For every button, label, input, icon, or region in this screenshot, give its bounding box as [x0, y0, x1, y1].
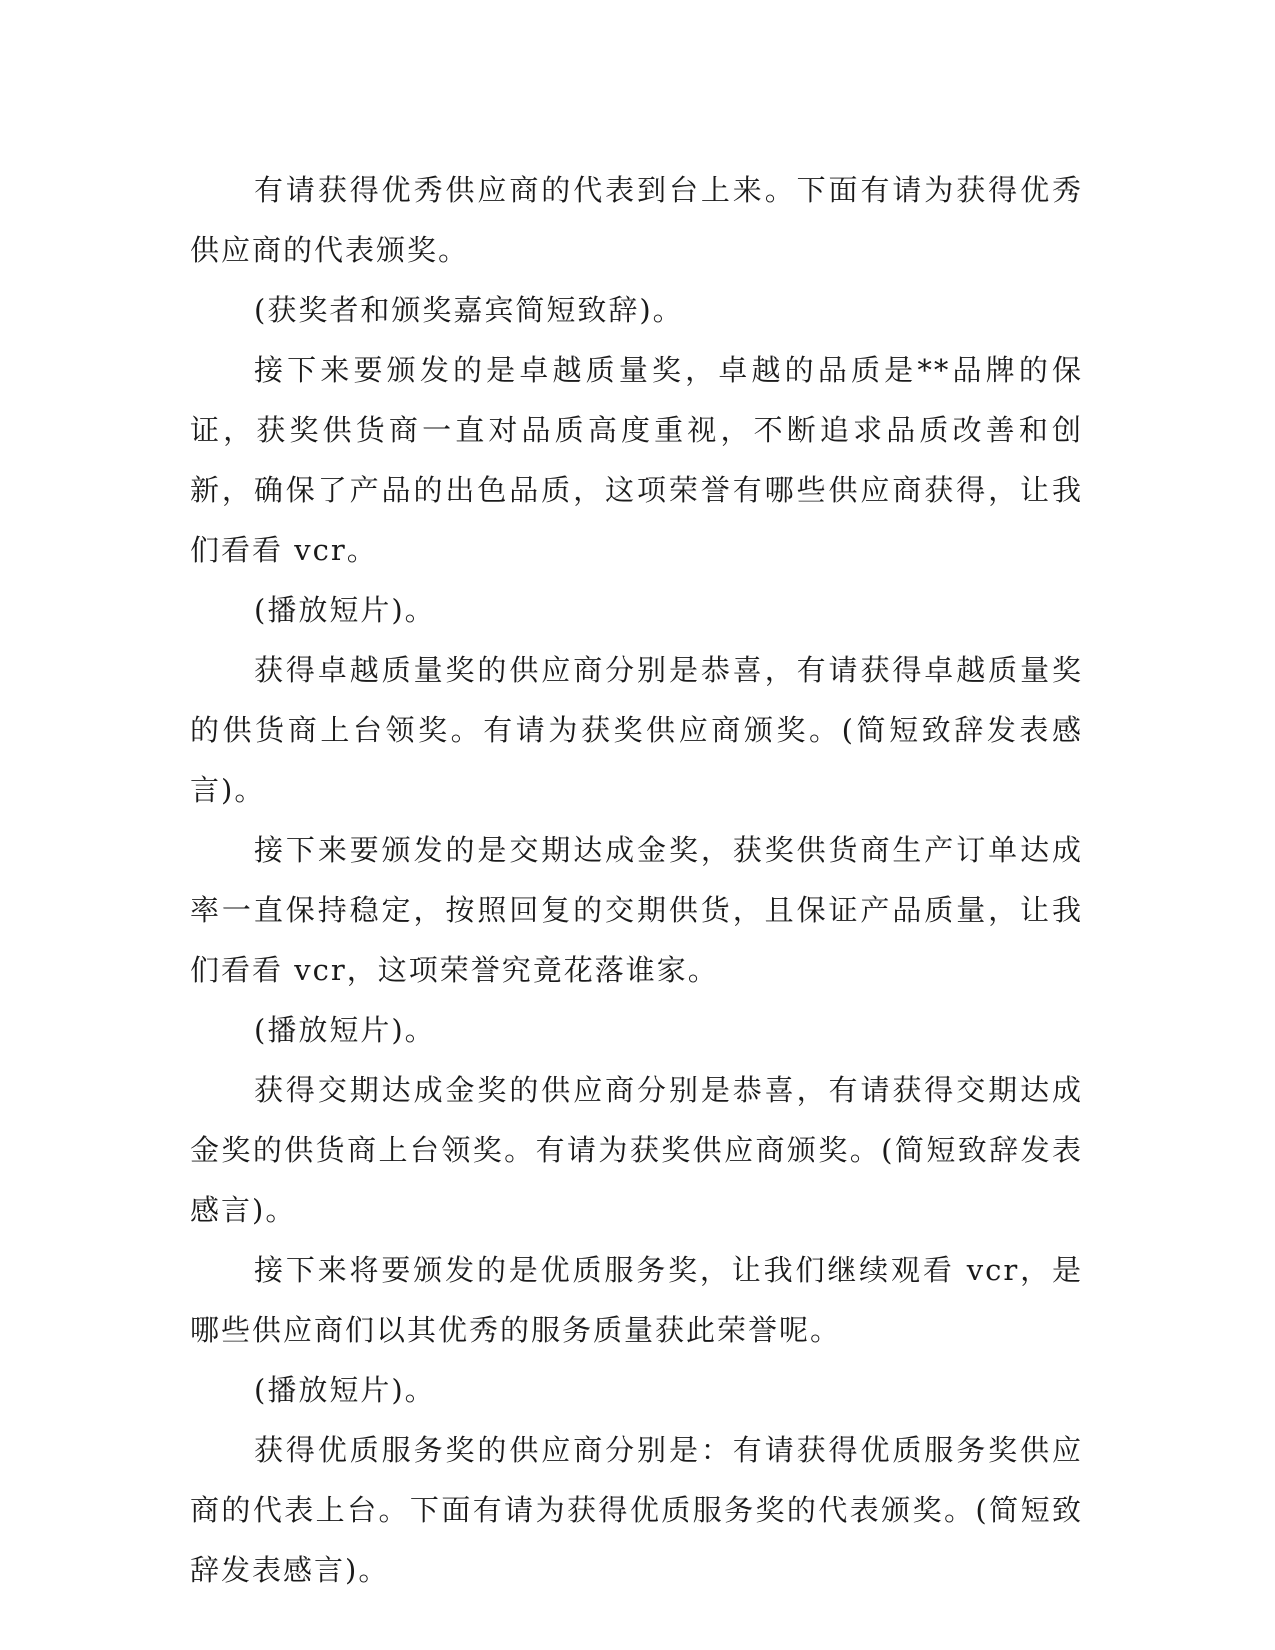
paragraph: 有请获得优秀供应商的代表到台上来。下面有请为获得优秀供应商的代表颁奖。 — [190, 173, 1083, 267]
paragraph: (播放短片)。 — [254, 593, 436, 627]
paragraph: 获得交期达成金奖的供应商分别是恭喜，有请获得交期达成金奖的供货商上台领奖。有请为获奖供应商颁奖。(简短致辞发表感言)。 — [190, 1073, 1083, 1227]
paragraph: (播放短片)。 — [254, 1373, 436, 1407]
document-body — [190, 160, 1083, 1600]
paragraph: 接下来要颁发的是卓越质量奖，卓越的品质是**品牌的保证，获奖供货商一直对品质高度重视，不断追求品质改善和创新，确保了产品的出色品质，这项荣誉有哪些供应商获得，让我们看看 vcr。 — [190, 353, 1083, 567]
paragraph: 接下来将要颁发的是优质服务奖，让我们继续观看 vcr，是哪些供应商们以其优秀的服务质量获此荣誉呢。 — [190, 1253, 1083, 1347]
paragraph: 接下来要颁发的是交期达成金奖，获奖供货商生产订单达成率一直保持稳定，按照回复的交期供货，且保证产品质量，让我们看看 vcr，这项荣誉究竟花落谁家。 — [190, 833, 1083, 987]
paragraph: 获得卓越质量奖的供应商分别是恭喜，有请获得卓越质量奖的供货商上台领奖。有请为获奖供应商颁奖。(简短致辞发表感言)。 — [190, 653, 1083, 807]
paragraph: (播放短片)。 — [254, 1013, 436, 1047]
paragraph: (获奖者和颁奖嘉宾简短致辞)。 — [254, 293, 684, 327]
paragraph: 获得优质服务奖的供应商分别是：有请获得优质服务奖供应商的代表上台。下面有请为获得优质服务奖的代表颁奖。(简短致辞发表感言)。 — [190, 1433, 1083, 1587]
